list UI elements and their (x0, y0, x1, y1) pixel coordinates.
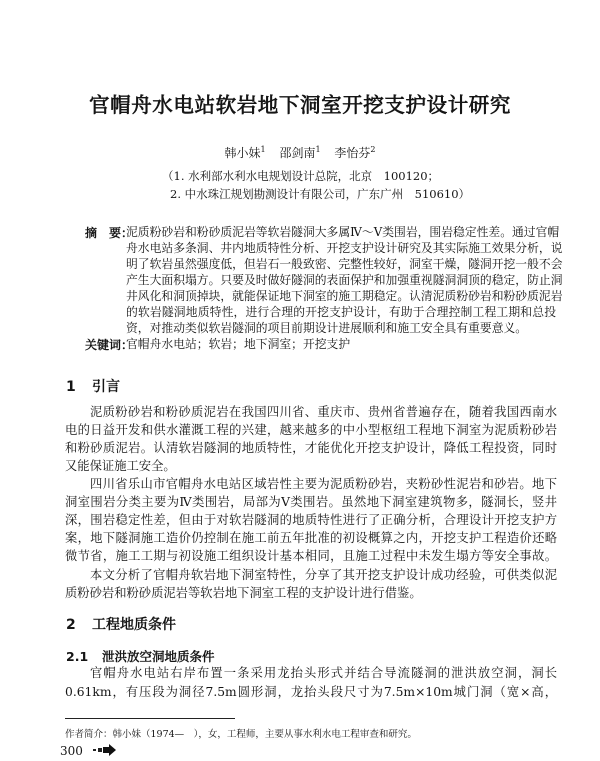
author-affiliation-mark: 1 (260, 145, 266, 154)
abstract-line: 资，对推动类似软岩隧洞的项目前期设计进展顺利和施工安全具有重要意义。 (126, 321, 528, 335)
body-line: 案，地下隧洞施工造价仍控制在施工前五年批准的初设概算之内，开挖支护工程造价还略 (65, 531, 557, 545)
arrow-right-icon (93, 744, 117, 759)
body-line: 质粉砂岩和粉砂质泥岩等软岩地下洞室工程的支护设计进行借鉴。 (65, 586, 422, 600)
abstract-line: 的软岩隧洞地质特性，进行合理的开挖支护设计，有助于合理控制工程工期和总投 (126, 305, 556, 319)
affiliation-line: 2. 中水珠江规划勘测设计有限公司，广东广州 510610） (170, 187, 471, 201)
body-line: 泥质粉砂岩和粉砂质泥岩在我国四川省、重庆市、贵州省普遍存在，随着我国西南水 (90, 405, 557, 419)
author-footnote: 作者简介：韩小妹（1974— ），女，工程师，主要从事水利水电工程审查和研究。 (65, 729, 417, 740)
abstract-label: 摘 要： (85, 226, 134, 240)
subsection-title: 泄洪放空洞地质条件 (102, 649, 215, 664)
body-line: 洞室围岩分类主要为Ⅳ类围岩，局部为Ⅴ类围岩。虽然地下洞室建筑物多，隧洞长，竖井 (65, 495, 557, 509)
footnote-divider (65, 718, 235, 719)
abstract-line: 泥质粉砂岩和粉砂质泥岩等软岩隧洞大多属Ⅳ～Ⅴ类围岩，围岩稳定性差。通过官帽 (126, 225, 560, 239)
body-line: 官帽舟水电站右岸布置一条采用龙抬头形式并结合导流隧洞的泄洪放空洞，洞长 (90, 666, 557, 680)
body-line: 微节省，施工工期与初设施工组织设计基本相同，且施工过程中未发生塌方等安全事故。 (65, 549, 557, 563)
author-name: 李怡芬 (334, 146, 371, 160)
body-line: 本文分析了官帽舟软岩地下洞室特性，分享了其开挖支护设计成功经验，可供类似泥 (90, 568, 557, 582)
section-title: 工程地质条件 (92, 617, 176, 633)
abstract-line: 明了软岩虽然强度低，但岩石一般致密、完整性较好，洞室干燥，隧洞开挖一般不会 (126, 257, 563, 271)
subsection-number: 2.1 (66, 649, 89, 664)
body-line: 四川省乐山市官帽舟水电站区域岩性主要为泥质粉砂岩，夹粉砂性泥岩和砂岩。地下 (90, 477, 557, 491)
author-name: 韩小妹 (224, 146, 261, 160)
body-line: 0.61km，有压段为洞径7.5m圆形洞，龙抬头段尺寸为7.5m×10m城门洞（宽×高， (65, 685, 557, 699)
subsection-heading (66, 647, 215, 665)
section-title: 引言 (92, 379, 120, 395)
affiliation-line: （1. 水利部水利水电规划设计总院，北京 100120； (162, 169, 440, 183)
keywords-label: 关键词： (85, 338, 134, 352)
abstract-line: 产生大面积塌方。只要及时做好隧洞的表面保护和加强重视隧洞洞顶的稳定，防止洞 (126, 273, 563, 287)
section-number: 2 (66, 617, 76, 633)
author-affiliation-mark: 1 (315, 145, 321, 154)
paper-title: 官帽舟水电站软岩地下洞室开挖支护设计研究 (89, 93, 511, 117)
abstract-line: 舟水电站多条洞、井内地质特性分析、开挖支护设计研究及其实际施工效果分析，说 (126, 241, 563, 255)
body-line: 深，围岩稳定性差，但由于对软岩隧洞的地质特性进行了正确分析，合理设计开挖支护方 (65, 513, 557, 527)
author-list (0, 144, 600, 161)
page-footer (60, 744, 117, 759)
abstract-line: 井风化和洞顶掉块，就能保证地下洞室的施工期稳定。认清泥质粉砂岩和粉砂质泥岩 (126, 289, 563, 303)
keywords-text: 官帽舟水电站；软岩；地下洞室；开挖支护 (126, 337, 351, 351)
section-heading-1 (66, 376, 120, 396)
section-number: 1 (66, 379, 76, 395)
body-line: 又能保证施工安全。 (65, 459, 176, 473)
author-name: 邵剑南 (279, 146, 316, 160)
author-affiliation-mark: 2 (370, 145, 376, 154)
page-number: 300 (60, 744, 83, 758)
body-line: 电的日益开发和供水灌溉工程的兴建，越来越多的中小型枢纽工程地下洞室为泥质粉砂岩 (65, 423, 557, 437)
section-heading-2 (66, 614, 176, 634)
body-line: 和粉砂质泥岩。认清软岩隧洞的地质特性，才能优化开挖支护设计，降低工程投资，同时 (65, 441, 557, 455)
